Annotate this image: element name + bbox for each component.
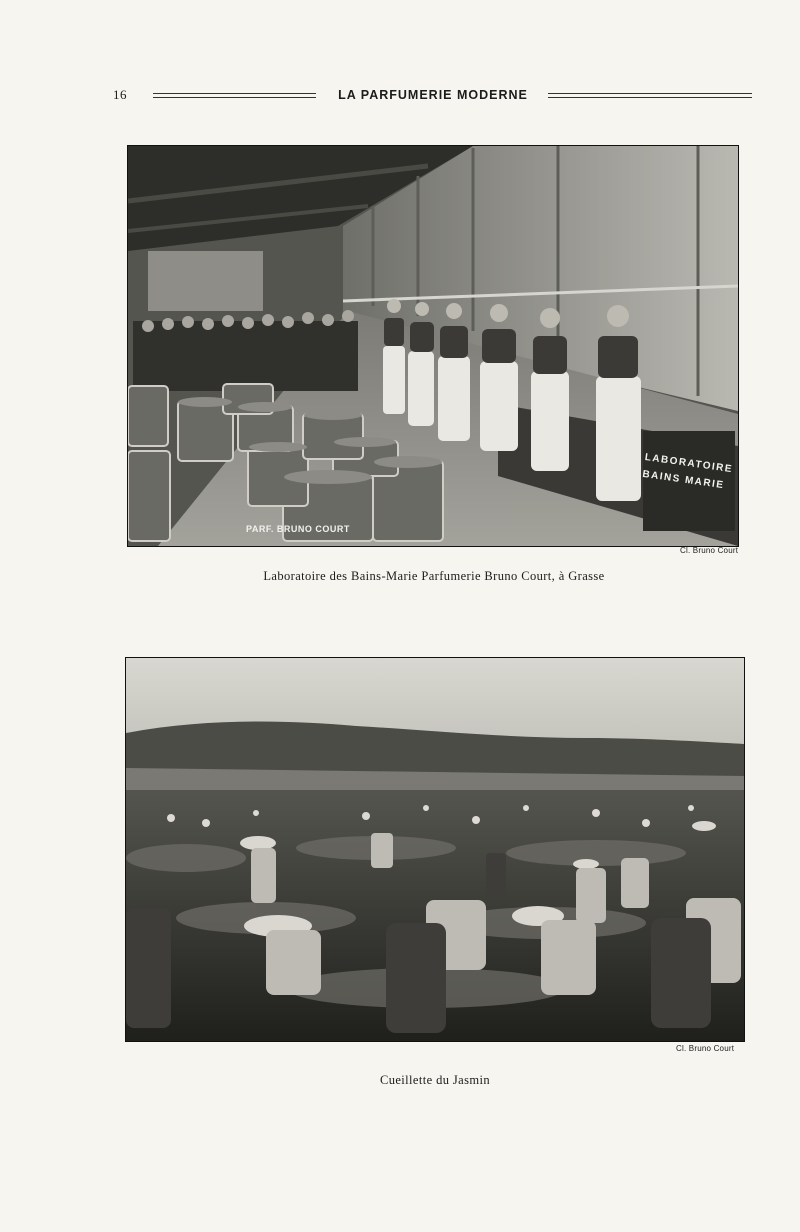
header-rule-left: [153, 93, 316, 98]
running-header: [113, 86, 753, 108]
photo-credit-workroom: Cl. Bruno Court: [680, 546, 739, 555]
header-rule-right: [548, 93, 752, 98]
caption-jasmine: Cueillette du Jasmin: [379, 1073, 491, 1087]
kettle-brand-label: PARF. BRUNO COURT: [246, 524, 350, 534]
caption-workroom: Laboratoire des Bains-Marie Parfumerie Bruno Court, à Grasse: [263, 569, 605, 583]
running-title: LA PARFUMERIE MODERNE: [338, 88, 528, 102]
wall-sign-line-2: BAINS MARIE: [641, 468, 726, 492]
workroom-photograph: [127, 145, 739, 547]
page-number: 16: [113, 87, 127, 102]
jasmine-field-photograph: [125, 657, 745, 1042]
photo-credit-jasmine: Cl. Bruno Court: [676, 1044, 735, 1053]
wall-sign-line-1: LABORATOIRE: [644, 451, 734, 476]
